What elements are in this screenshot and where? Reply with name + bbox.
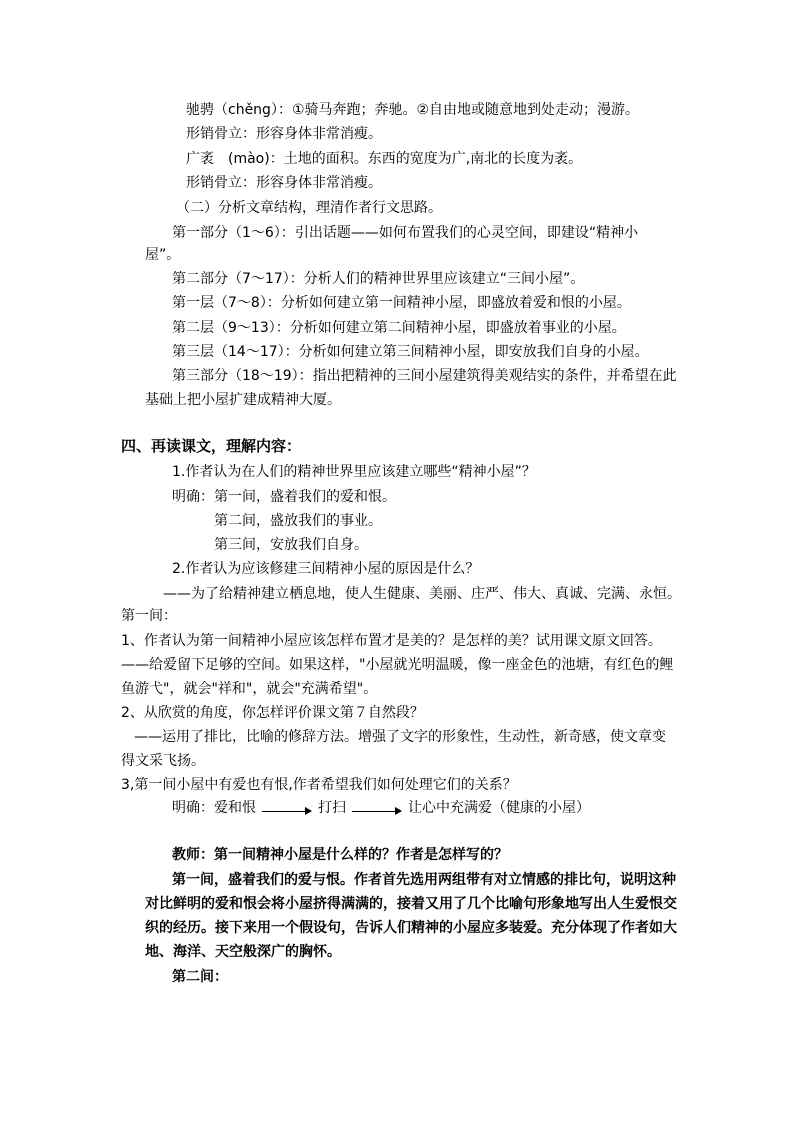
text-line: 地、海洋、天空般深广的胸怀。: [145, 944, 341, 960]
text-line: 2.作者认为应该修建三间精神小屋的原因是什么？: [172, 561, 480, 577]
text-line: 形销骨立：形容身体非常消瘦。: [186, 126, 382, 142]
text-line: （二）分析文章结构，理清作者行文思路。: [176, 200, 442, 216]
text-line: 织的经历。接下来用一个假设句，告诉人们精神的小屋应多装爱。充分体现了作者如大: [145, 920, 677, 936]
text-line: 对比鲜明的爱和恨会将小屋挤得满满的，接着又用了几个比喻句形象地写出人生爱恨交: [145, 896, 677, 912]
arrow-right-icon: [352, 803, 402, 813]
arrow-right-icon: [262, 803, 312, 813]
text-line: 1.作者认为在人们的精神世界里应该建立哪些“精神小屋”？: [172, 464, 536, 480]
relationship-flow: [172, 799, 590, 817]
text-line: 广袤 (mào)：土地的面积。东西的宽度为广,南北的长度为袤。: [186, 151, 583, 167]
text-line: 驰骋（chěng）：①骑马奔跑；奔驰。②自由地或随意地到处走动；漫游。: [186, 102, 640, 118]
text-line: 鱼游弋"，就会"祥和"，就会"充满希望"。: [121, 681, 378, 697]
flow-step2: 让心中充满爱（健康的小屋）: [408, 800, 590, 816]
text-line: 形销骨立：形容身体非常消瘦。: [186, 175, 382, 191]
text-line: 第三层（14～17）：分析如何建立第三间精神小屋，即安放我们自身的小屋。: [172, 344, 649, 360]
text-line: 屋”。: [145, 247, 181, 263]
text-line: ——给爱留下足够的空间。如果这样，"小屋就光明温暖，像一座金色的池塘，有红色的鲤: [121, 657, 674, 673]
text-line: 第一间，盛着我们的爱与恨。作者首先选用两组带有对立情感的排比句，说明这种: [172, 872, 676, 888]
text-line: 第三部分（18～19）：指出把精神的三间小屋建筑得美观结实的条件，并希望在此: [172, 368, 677, 384]
text-line: 明确：第一间，盛着我们的爱和恨。: [172, 489, 396, 505]
text-line: 教师：第一间精神小屋是什么样的？作者是怎样写的？: [172, 847, 508, 863]
text-line: 第二部分（7～17）：分析人们的精神世界里应该建立“三间小屋”。: [172, 271, 585, 287]
text-line: 第三间，安放我们自身。: [214, 537, 368, 553]
text-line: 2、从欣赏的角度，你怎样评价课文第７自然段？: [121, 705, 424, 721]
text-line: 第二层（9～13）：分析如何建立第二间精神小屋，即盛放着事业的小屋。: [172, 320, 626, 336]
text-line: 第二间：: [172, 969, 228, 985]
text-line: ——为了给精神建立栖息地，使人生健康、美丽、庄严、伟大、真诚、完满、永恒。: [163, 586, 681, 602]
flow-step1: 打扫: [318, 800, 346, 816]
flow-prefix: 明确：爱和恨: [172, 800, 256, 816]
text-line: 3,第一间小屋中有爱也有恨,作者希望我们如何处理它们的关系？: [121, 777, 517, 793]
text-line: 第二间，盛放我们的事业。: [214, 513, 382, 529]
text-line: 得文采飞扬。: [121, 753, 205, 769]
text-line: 第一部分（1～6）：引出话题——如何布置我们的心灵空间，即建设“精神小: [172, 225, 639, 241]
text-line: ——运用了排比，比喻的修辞方法。增强了文字的形象性，生动性，新奇感，使文章变: [134, 729, 666, 745]
text-line: 基础上把小屋扩建成精神大厦。: [145, 392, 341, 408]
text-line: 1、作者认为第一间精神小屋应该怎样布置才是美的？是怎样的美？试用课文原文回答。: [121, 633, 662, 649]
text-line: 四、再读课文，理解内容：: [121, 437, 302, 455]
text-line: 第一层（7～8）：分析如何建立第一间精神小屋，即盛放着爱和恨的小屋。: [172, 295, 631, 311]
text-line: 第一间：: [121, 608, 177, 624]
